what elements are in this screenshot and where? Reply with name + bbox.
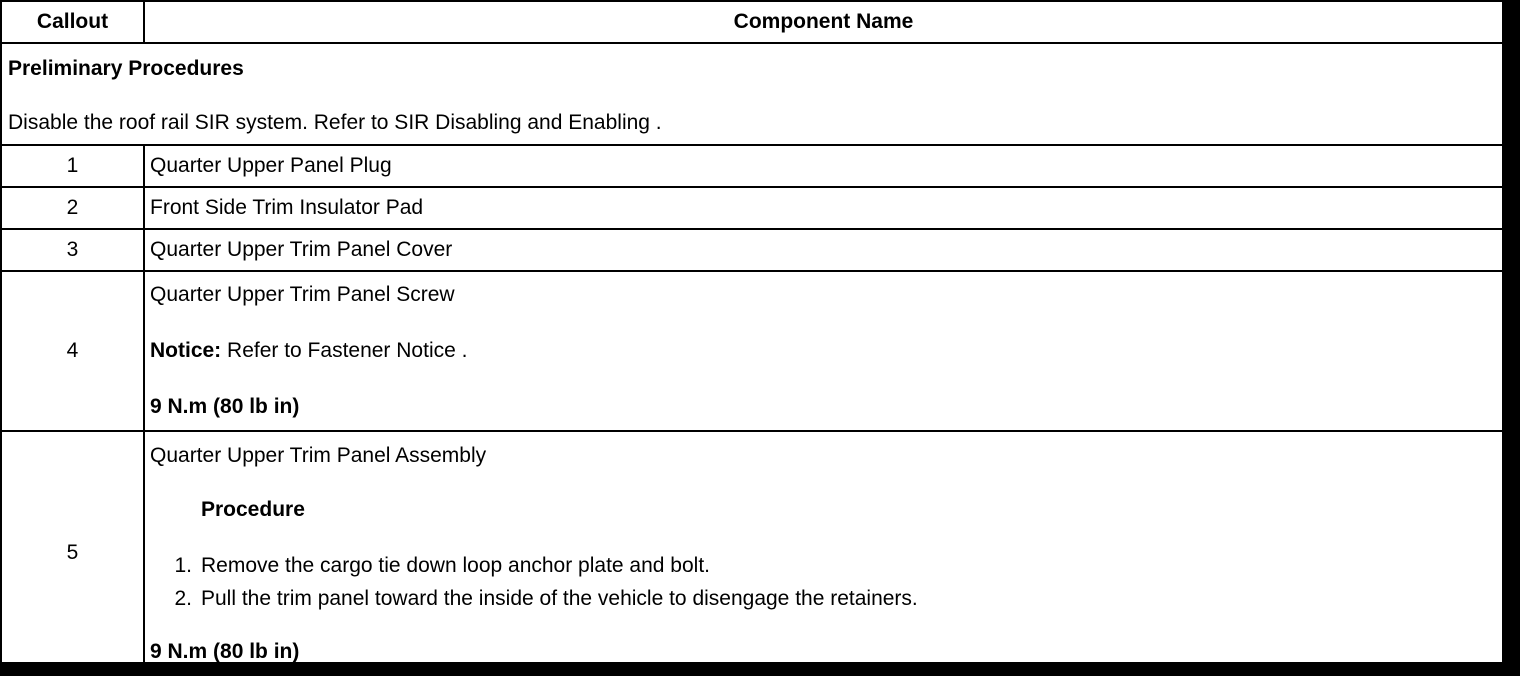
table-row: [1, 271, 1503, 431]
component-name: Quarter Upper Trim Panel Screw: [150, 283, 455, 306]
step-number: 1.: [174, 554, 192, 577]
component-name-cell: [144, 271, 1503, 431]
preliminary-row: [1, 43, 1503, 145]
callout-cell: 4: [1, 271, 144, 431]
component-name-cell: Front Side Trim Insulator Pad: [144, 187, 1503, 229]
table-row: [1, 431, 1503, 675]
torque-spec: 9 N.m (80 lb in): [150, 640, 300, 663]
component-name-cell: Quarter Upper Trim Panel Cover: [144, 229, 1503, 271]
step-text: Remove the cargo tie down loop anchor plate and bolt.: [201, 554, 710, 577]
callout-cell: 5: [1, 431, 144, 675]
table-row: [1, 145, 1503, 187]
procedure-title: Procedure: [201, 498, 305, 521]
step-text: Pull the trim panel toward the inside of the vehicle to disengage the retainers.: [201, 587, 918, 610]
component-name-cell: Quarter Upper Panel Plug: [144, 145, 1503, 187]
callout-cell: 3: [1, 229, 144, 271]
notice-line: [150, 336, 1502, 366]
header-component-name: Component Name: [144, 1, 1503, 43]
procedure-steps: [150, 549, 1502, 615]
procedure-step: [150, 549, 1502, 582]
callout-cell: 1: [1, 145, 144, 187]
table-row: [1, 187, 1503, 229]
component-name-cell: [144, 431, 1503, 675]
callout-cell: 2: [1, 187, 144, 229]
step-number: 2.: [174, 587, 192, 610]
component-name: Quarter Upper Trim Panel Assembly: [150, 444, 487, 467]
header-callout: Callout: [1, 1, 144, 43]
notice-label: Notice:: [150, 339, 222, 362]
preliminary-cell: [1, 43, 1503, 145]
procedure-step: [150, 582, 1502, 615]
header-row: [1, 1, 1503, 43]
preliminary-text: Disable the roof rail SIR system. Refer to SIR Disabling and Enabling .: [8, 111, 662, 134]
preliminary-title: Preliminary Procedures: [8, 57, 244, 80]
table-row: [1, 229, 1503, 271]
notice-text: Refer to Fastener Notice .: [221, 339, 468, 362]
torque-spec: 9 N.m (80 lb in): [150, 395, 300, 418]
